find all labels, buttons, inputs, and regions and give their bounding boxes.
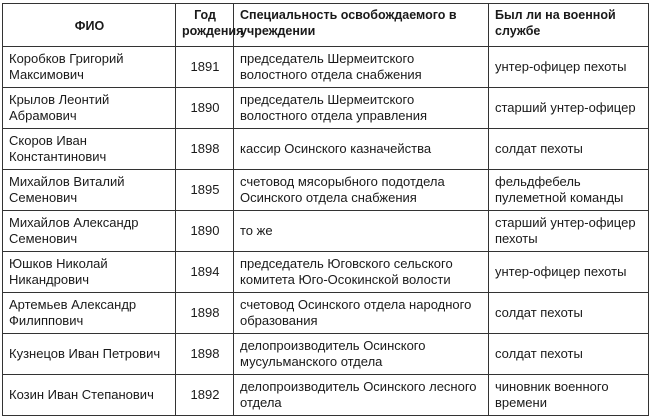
cell-military: унтер-офицер пехоты — [489, 252, 649, 293]
cell-year: 1898 — [176, 129, 234, 170]
cell-year: 1890 — [176, 211, 234, 252]
cell-specialty: кассир Осинского казначейства — [234, 129, 489, 170]
cell-specialty: счетовод Осинского отдела народного образования — [234, 293, 489, 334]
cell-year: 1894 — [176, 252, 234, 293]
cell-military: чиновник военного времени — [489, 375, 649, 416]
header-military: Был ли на военной службе — [489, 4, 649, 47]
cell-military: солдат пехоты — [489, 334, 649, 375]
table-row — [3, 88, 649, 129]
cell-military: фельдфебель пулеметной команды — [489, 170, 649, 211]
cell-fio: Юшков Николай Никандрович — [3, 252, 176, 293]
cell-military: старший унтер-офицер пехоты — [489, 211, 649, 252]
cell-specialty: делопроизводитель Осинского лесного отдела — [234, 375, 489, 416]
cell-specialty: председатель Шермеитского волостного отдела снабжения — [234, 47, 489, 88]
cell-year: 1891 — [176, 47, 234, 88]
cell-fio: Михайлов Александр Семенович — [3, 211, 176, 252]
table-row — [3, 47, 649, 88]
header-specialty: Специальность освобождаемого в учреждении — [234, 4, 489, 47]
cell-fio: Козин Иван Степанович — [3, 375, 176, 416]
header-row — [3, 4, 649, 47]
table-row — [3, 293, 649, 334]
cell-fio: Кузнецов Иван Петрович — [3, 334, 176, 375]
cell-fio: Крылов Леонтий Абрамович — [3, 88, 176, 129]
table-row — [3, 252, 649, 293]
cell-year: 1892 — [176, 375, 234, 416]
cell-year: 1898 — [176, 293, 234, 334]
table-row — [3, 129, 649, 170]
cell-military: старший унтер-офицер — [489, 88, 649, 129]
header-fio: ФИО — [3, 4, 176, 47]
cell-fio: Михайлов Виталий Семенович — [3, 170, 176, 211]
table-row — [3, 211, 649, 252]
cell-fio: Коробков Григорий Максимович — [3, 47, 176, 88]
cell-fio: Скоров Иван Константинович — [3, 129, 176, 170]
table-row — [3, 334, 649, 375]
header-year: Год рождения — [176, 4, 234, 47]
table-row — [3, 375, 649, 416]
personnel-table — [2, 3, 649, 416]
cell-military: солдат пехоты — [489, 293, 649, 334]
cell-year: 1890 — [176, 88, 234, 129]
table-header — [3, 4, 649, 47]
table-row — [3, 170, 649, 211]
cell-military: унтер-офицер пехоты — [489, 47, 649, 88]
cell-fio: Артемьев Александр Филиппович — [3, 293, 176, 334]
cell-specialty: делопроизводитель Осинского мусульманского отдела — [234, 334, 489, 375]
table-body — [3, 47, 649, 416]
cell-year: 1895 — [176, 170, 234, 211]
cell-specialty: счетовод мясорыбного подотдела Осинского отдела снабжения — [234, 170, 489, 211]
cell-year: 1898 — [176, 334, 234, 375]
cell-specialty: председатель Юговского сельского комитета Юго-Осокинской волости — [234, 252, 489, 293]
cell-specialty: председатель Шермеитского волостного отдела управления — [234, 88, 489, 129]
cell-military: солдат пехоты — [489, 129, 649, 170]
cell-specialty: то же — [234, 211, 489, 252]
